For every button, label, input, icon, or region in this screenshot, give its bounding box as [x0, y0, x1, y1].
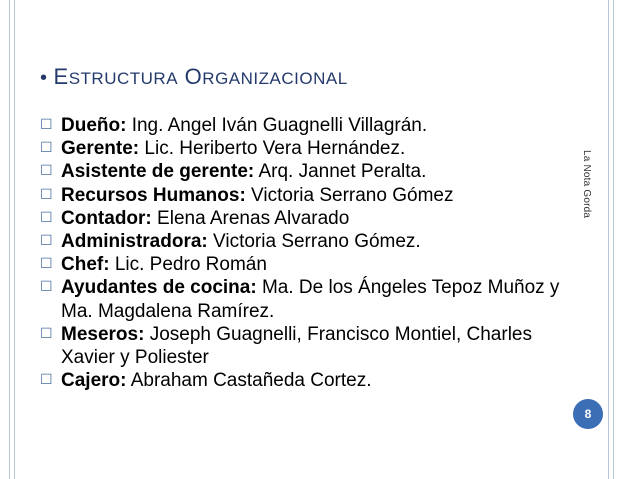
list-item [40, 160, 580, 183]
list-item [40, 230, 580, 253]
item-name: Joseph Guagnelli, Francisco Montiel, Charles Xavier y Poliester [61, 323, 532, 369]
checkbox-bullet-icon: ☐ [40, 186, 53, 203]
checkbox-bullet-icon: ☐ [40, 233, 53, 250]
right-border-rule-inner [613, 0, 614, 479]
list-item [40, 184, 580, 207]
checkbox-bullet-icon: ☐ [40, 209, 53, 226]
item-name: Ing. Angel Iván Guagnelli Villagrán. [126, 115, 428, 136]
list-item [40, 323, 580, 369]
title-word2-initial: O [184, 64, 203, 89]
list-item [40, 114, 580, 137]
slide-title [40, 64, 348, 90]
item-role: Cajero: [61, 370, 127, 392]
page-number: 8 [584, 407, 592, 421]
page-number-badge [573, 399, 603, 429]
item-role: Meseros: [61, 323, 145, 345]
checkbox-bullet-icon: ☐ [40, 117, 53, 133]
checkbox-bullet-icon: ☐ [40, 325, 53, 342]
item-name: Abraham Castañeda Cortez. [126, 370, 372, 392]
item-role: Chef: [61, 254, 110, 276]
item-name: Victoria Serrano Gómez. [207, 231, 421, 253]
right-border-rule [608, 0, 609, 479]
title-word1-initial: E [53, 64, 69, 89]
title-word1-rest: STRUCTURA [68, 69, 179, 88]
checkbox-bullet-icon: ☐ [40, 163, 53, 180]
item-name: Elena Arenas Alvarado [151, 207, 350, 229]
left-border-rule-inner [14, 0, 15, 479]
checkbox-bullet-icon: ☐ [40, 279, 53, 296]
item-role: Gerente: [61, 138, 140, 160]
side-label [578, 150, 592, 230]
title-word2-rest: RGANIZACIONAL [202, 69, 348, 88]
list-item [40, 369, 580, 392]
item-name: Lic. Heriberto Vera Hernández. [139, 138, 406, 160]
item-role: Dueño: [61, 115, 127, 136]
item-name: Arq. Jannet Peralta. [254, 161, 427, 183]
side-label-text: La Nota Gorda [581, 150, 592, 219]
staff-list [40, 114, 580, 392]
item-role: Asistente de gerente: [61, 161, 255, 183]
checkbox-bullet-icon: ☐ [40, 256, 53, 273]
item-name: Ma. De los Ángeles Tepoz Muñoz y Ma. Magdalena Ramírez. [61, 277, 560, 322]
left-border-rule [9, 0, 10, 479]
item-role: Contador: [61, 207, 152, 229]
item-role: Administradora: [61, 231, 208, 253]
title-bullet: • [40, 67, 48, 89]
checkbox-bullet-icon: ☐ [40, 140, 53, 157]
item-name: Lic. Pedro Román [109, 254, 267, 276]
checkbox-bullet-icon: ☐ [40, 372, 53, 389]
list-item [40, 276, 580, 322]
list-item [40, 137, 580, 160]
list-item [40, 253, 580, 276]
list-item [40, 207, 580, 230]
item-role: Ayudantes de cocina: [61, 277, 257, 299]
item-name: Victoria Serrano Gómez [245, 184, 454, 206]
item-role: Recursos Humanos: [61, 184, 246, 206]
